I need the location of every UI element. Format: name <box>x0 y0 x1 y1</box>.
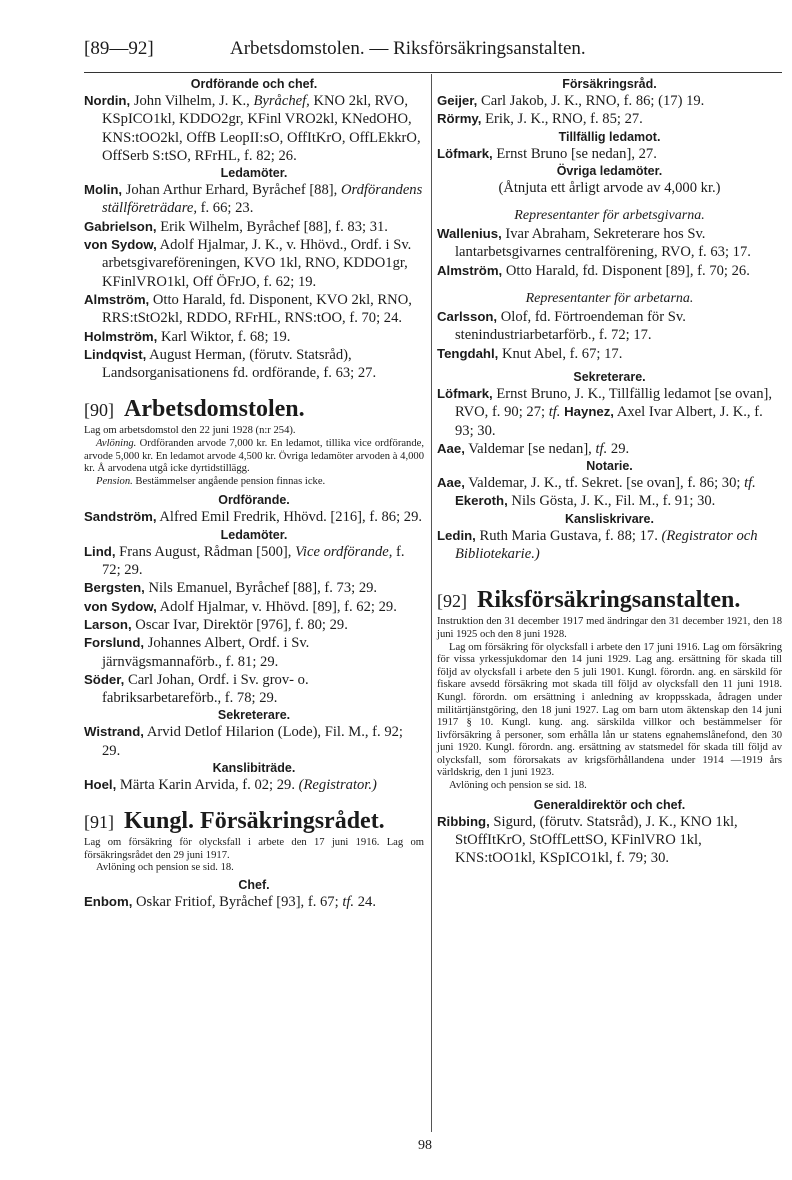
entry-lind: Lind, Frans August, Rådman [500], Vice ordförande, f. 72; 29. <box>84 543 405 579</box>
entry-soder: Söder, Carl Johan, Ordf. i Sv. grov- o. fabriksarbetareförb., f. 78; 29. <box>84 671 309 707</box>
entry-aae-2: Aae, Valdemar, J. K., tf. Sekret. [se ovan], f. 86; 30; tf. Ekeroth, Nils Gösta, J. K., Fil. M., f. 91; 30. <box>437 475 756 510</box>
entry-nordin: Nordin, John Vilhelm, J. K., Byråchef, KNO 2kl, RVO, KSpICO1kl, KDDO2gr, KFinl VRO2kl, KNedOHO, KNS:tOO2kl, OffB LeopII:sO, OffItKrO, OffLEkkrO, OffSerb S:tSO, RFrHL, f. 82; 26. <box>84 93 421 164</box>
entry-ribbing: Ribbing, Sigurd, (förutv. Statsråd), J. K., KNO 1kl, StOffItKrO, StOffLettSO, KFinlVRO 1kl, KNS:tOO1kl, KSpICO1kl, f. 79; 30. <box>437 813 738 867</box>
section-heading: Ledamöter. <box>220 166 288 181</box>
entry-larson: Larson, Oscar Ivar, Direktör [976], f. 80; 29. <box>84 616 348 633</box>
entry-almstrom: Almström, Otto Harald, fd. Disponent, KVO 2kl, RNO, RRS:tStO2kl, RDDO, RFrHL, RNS:tOO, f. 70; 24. <box>84 291 412 327</box>
left-column <box>84 76 424 911</box>
entry-aae: Aae, Valdemar [se nedan], tf. 29. <box>437 440 630 457</box>
section-heading: Tillfällig ledamot. <box>558 129 661 144</box>
entry-lofmark: Löfmark, Ernst Bruno [se nedan], 27. <box>437 145 657 162</box>
entry-holmstrom: Holmström, Karl Wiktor, f. 68; 19. <box>84 328 291 345</box>
entry-rormy: Rörmy, Erik, J. K., RNO, f. 85; 27. <box>437 111 643 128</box>
entry-von-sydow: von Sydow, Adolf Hjalmar, J. K., v. Hhövd., Ordf. i Sv. arbetsgivareföreningen, KVO 1kl, RNO, KDDO1gr, KFinlVRO1kl, Off ÖFrJO, f. 62; 19. <box>84 237 412 290</box>
entry-lindqvist: Lindqvist, August Herman, (förutv. Statsråd), Landsorganisationens fd. ordförande, f. 63; 27. <box>84 346 377 382</box>
section-heading: Generaldirektör och chef. <box>533 797 686 812</box>
page-range: [89—92] <box>84 38 154 59</box>
column-divider <box>431 74 432 1132</box>
header-rule <box>84 72 782 73</box>
law-note: Lag om försäkring för olycksfall i arbete den 17 juni 1916. Lag om försäkringsrådet den 29 juni 1917. <box>84 837 424 861</box>
section-heading: Ledamöter. <box>220 527 288 542</box>
header-title: Arbetsdomstolen. — Riksförsäkringsanstalten. <box>230 38 586 59</box>
section-heading: Ordförande och chef. <box>190 77 318 91</box>
section-heading-italic: Representanter för arbetsgivarna. <box>514 208 705 224</box>
section-heading: Kanslibiträde. <box>212 760 296 775</box>
pension-note: Pension. Bestämmelser angående pension finnas icke. <box>96 475 326 487</box>
salary-note: Avlöning och pension se sid. 18. <box>449 780 587 792</box>
section-heading: Försäkringsråd. <box>562 77 657 91</box>
entry-ledin: Ledin, Ruth Maria Gustava, f. 88; 17. (Registrator och Bibliotekarie.) <box>437 527 758 563</box>
entry-hoel: Hoel, Märta Karin Arvida, f. 02; 29. (Registrator.) <box>84 776 377 793</box>
section-heading: Sekreterare. <box>217 708 291 723</box>
law-note: Lag om arbetsdomstol den 22 juni 1928 (n:r 254). <box>84 425 296 437</box>
entry-von-sydow-2: von Sydow, Adolf Hjalmar, v. Hhövd. [89], f. 62; 29. <box>84 598 397 615</box>
running-header <box>84 36 774 66</box>
entry-tengdahl: Tengdahl, Knut Abel, f. 67; 17. <box>437 345 623 362</box>
page-number: 98 <box>418 1138 432 1153</box>
institution-heading-91: [91] Kungl. Försäkringsrådet. <box>84 808 385 835</box>
section-heading-italic: Representanter för arbetarna. <box>525 291 694 307</box>
section-heading: Övriga ledamöter. <box>556 163 663 178</box>
institution-heading-92: [92] Riksförsäkringsanstalten. <box>437 587 741 614</box>
section-heading: Ordförande. <box>218 493 290 508</box>
entry-wallenius: Wallenius, Ivar Abraham, Sekreterare hos Sv. lantarbetsgivarnes centralförening, RVO, f. 63; 17. <box>437 226 751 261</box>
law-note: Lag om försäkring för olycksfall i arbete den 17 juni 1916. Lag om försäkring för vissa yrkessjukdomar den 14 juni 1929. Lag ang. ersättning för skada till följd av olycksfall i arbete den 5 juli 1901. Kungl. förordn. ang. en särskild för fiskare avsedd försäkring mot skada till följd av olycksfall den 11 juni 1918. Kungl. förordn. om ersättning i anledning av kroppsskada, ådragen under militärtjänstgöring, den 18 juni 1927. Lag om barn utom äktenskap den 14 juni 1917 § 10. Kungl. kung. ang. särskilda villkor och bestämmelser för livförsäkring å personer, som erhålla lån ur statens egnahemslånefond, den 30 juni 1920. Kungl. förordn. ang. ersättning av statsmedel för skada till följd av olycksfall, som förorsakats av krigsförhållandena under 1914 —1919 års världskrig, den 1 juni 1923. <box>437 641 782 779</box>
entry-gabrielson: Gabrielson, Erik Wilhelm, Byråchef [88], f. 83; 31. <box>84 218 388 235</box>
entry-sandstrom: Sandström, Alfred Emil Fredrik, Hhövd. [216], f. 86; 29. <box>84 509 423 526</box>
law-note: Instruktion den 31 december 1917 med ändringar den 31 december 1921, den 18 juni 1925 och den 8 juni 1928. <box>437 616 782 640</box>
institution-heading-90: [90] Arbetsdomstolen. <box>84 396 305 423</box>
salary-note: (Åtnjuta ett årligt arvode av 4,000 kr.) <box>498 179 721 196</box>
salary-note: Avlöning och pension se sid. 18. <box>96 862 234 874</box>
right-column <box>437 76 782 868</box>
entry-bergsten: Bergsten, Nils Emanuel, Byråchef [88], f. 73; 29. <box>84 580 378 597</box>
salary-note: Avlöning. Ordföranden arvode 7,000 kr. En ledamot, tillika vice ordförande, arvode 5,000 kr. En ledamot arvode 4,500 kr. Övriga ledamöter arvoden à 4,000 kr. Å arvodena utgå icke dyrtidstillägg. <box>84 438 424 475</box>
entry-almstrom-2: Almström, Otto Harald, fd. Disponent [89], f. 70; 26. <box>437 262 750 279</box>
entry-enbom: Enbom, Oskar Fritiof, Byråchef [93], f. 67; tf. 24. <box>84 894 376 911</box>
entry-geijer: Geijer, Carl Jakob, J. K., RNO, f. 86; (17) 19. <box>437 93 705 109</box>
entry-wistrand: Wistrand, Arvid Detlof Hilarion (Lode), Fil. M., f. 92; 29. <box>84 724 403 759</box>
section-heading: Chef. <box>238 878 270 893</box>
section-heading: Notarie. <box>586 459 633 474</box>
entry-carlsson: Carlsson, Olof, fd. Förtroendeman för Sv. stenindustriarbetarförb., f. 72; 17. <box>437 309 686 344</box>
section-heading: Sekreterare. <box>573 369 646 384</box>
section-heading: Kansliskrivare. <box>565 511 654 526</box>
entry-lofmark-2: Löfmark, Ernst Bruno, J. K., Tillfällig ledamot [se ovan], RVO, f. 90; 27; tf. Haynez, Axel Ivar Albert, J. K., f. 93; 30. <box>437 385 773 439</box>
entry-forslund: Forslund, Johannes Albert, Ordf. i Sv. järnvägsmannaförb., f. 81; 29. <box>84 635 310 670</box>
entry-molin: Molin, Johan Arthur Erhard, Byråchef [88], Ordförandens ställföreträdare, f. 66; 23. <box>84 182 423 217</box>
